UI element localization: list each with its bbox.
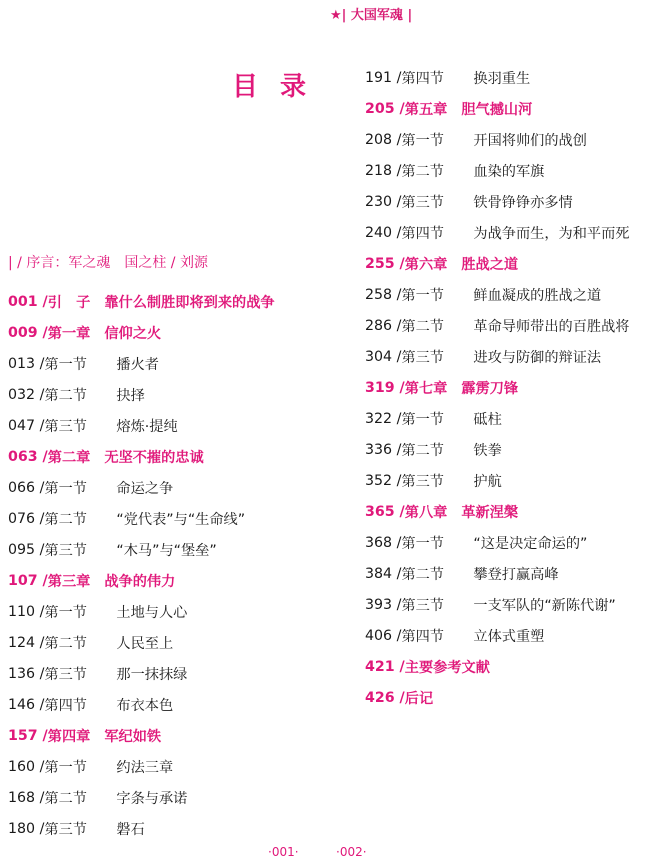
toc-section-entry[interactable] bbox=[8, 534, 275, 565]
toc-section-entry[interactable] bbox=[8, 503, 275, 534]
toc-chapter-entry[interactable] bbox=[8, 565, 275, 596]
toc-section-label: 引 子 bbox=[47, 294, 91, 311]
toc-page-number: 107 / bbox=[8, 572, 48, 589]
toc-page-number: 352 / bbox=[365, 472, 402, 489]
toc-section-entry[interactable] bbox=[8, 813, 275, 844]
toc-section-entry[interactable] bbox=[8, 348, 275, 379]
toc-section-label: 第四节 bbox=[401, 628, 444, 645]
toc-entry-title: 攀登打赢高峰 bbox=[473, 566, 559, 583]
toc-page-number: 255 / bbox=[365, 255, 405, 272]
toc-page-number: 319 / bbox=[365, 379, 405, 396]
toc-section-label: 第二节 bbox=[44, 635, 87, 652]
running-header: ★| 大国军魂 | bbox=[330, 8, 413, 23]
toc-page-number: 421 / bbox=[365, 658, 405, 675]
toc-entry-title: 铁拳 bbox=[473, 442, 502, 459]
toc-section-entry[interactable] bbox=[365, 217, 629, 248]
toc-entry-title: 战争的伟力 bbox=[104, 573, 176, 590]
toc-section-label: 第二章 bbox=[47, 449, 91, 466]
toc-page-number: 110 / bbox=[8, 603, 45, 620]
toc-page-number: 157 / bbox=[8, 727, 48, 744]
toc-page-number: 191 / bbox=[365, 69, 402, 86]
toc-chapter-entry[interactable] bbox=[365, 651, 629, 682]
toc-page-number: 240 / bbox=[365, 224, 402, 241]
toc-page-number: 205 / bbox=[365, 100, 405, 117]
toc-page-number: 168 / bbox=[8, 789, 45, 806]
toc-entry-title: 字条与承诺 bbox=[116, 790, 188, 807]
toc-entry-title: 命运之争 bbox=[116, 480, 174, 497]
toc-page-number: 365 / bbox=[365, 503, 405, 520]
toc-section-entry[interactable] bbox=[365, 279, 629, 310]
toc-entry-title: 为战争而生，为和平而死 bbox=[473, 225, 630, 242]
toc-entry-title: 磐石 bbox=[116, 821, 145, 838]
toc-section-entry[interactable] bbox=[8, 689, 275, 720]
toc-section-entry[interactable] bbox=[365, 620, 629, 651]
toc-page-number: 047 / bbox=[8, 417, 45, 434]
toc-section-label: 第二节 bbox=[44, 790, 87, 807]
toc-section-label: 第三节 bbox=[401, 473, 444, 490]
toc-section-entry[interactable] bbox=[365, 558, 629, 589]
toc-section-entry[interactable] bbox=[365, 434, 629, 465]
toc-section-label: 第三节 bbox=[44, 542, 87, 559]
toc-entry-title: 土地与人心 bbox=[116, 604, 188, 621]
toc-page-number: 160 / bbox=[8, 758, 45, 775]
toc-page-number: 208 / bbox=[365, 131, 402, 148]
toc-page-number: 013 / bbox=[8, 355, 45, 372]
toc-section-label: 第三节 bbox=[44, 821, 87, 838]
toc-section-label: 第二节 bbox=[401, 318, 444, 335]
toc-section-label: 第三节 bbox=[401, 597, 444, 614]
toc-entry-title: 信仰之火 bbox=[104, 325, 162, 342]
toc-page-number: 124 / bbox=[8, 634, 45, 651]
toc-page-number: 009 / bbox=[8, 324, 48, 341]
toc-page-number: 258 / bbox=[365, 286, 402, 303]
toc-entry-title: “党代表”与“生命线” bbox=[116, 511, 246, 528]
toc-entry-title: 血染的军旗 bbox=[473, 163, 545, 180]
toc-section-label: 第一节 bbox=[401, 287, 444, 304]
toc-entry-title: 胜战之道 bbox=[461, 256, 519, 273]
toc-section-label: 第一节 bbox=[44, 604, 87, 621]
toc-entry-title: 开国将帅们的战创 bbox=[473, 132, 587, 149]
toc-entry-title: “木马”与“堡垒” bbox=[116, 542, 217, 559]
toc-entry-title: 霹雳刀锋 bbox=[461, 380, 519, 397]
preface-author: 刘源 bbox=[179, 255, 208, 271]
toc-section-label: 第一章 bbox=[47, 325, 91, 342]
toc-page-number: 336 / bbox=[365, 441, 402, 458]
toc-section-entry[interactable] bbox=[365, 527, 629, 558]
toc-entry-title: 熔炼·提纯 bbox=[116, 418, 178, 435]
toc-page-number: 218 / bbox=[365, 162, 402, 179]
toc-entry-title: 主要参考文献 bbox=[404, 659, 490, 676]
toc-chapter-entry[interactable] bbox=[8, 441, 275, 472]
toc-entry-title: 铁骨铮铮亦多情 bbox=[473, 194, 573, 211]
toc-chapter-entry[interactable] bbox=[8, 317, 275, 348]
toc-section-entry[interactable] bbox=[8, 658, 275, 689]
toc-right-column bbox=[365, 62, 629, 713]
toc-page-number: 180 / bbox=[8, 820, 45, 837]
preface-label: | / 序言：军之魂 国之柱 / bbox=[8, 255, 180, 271]
toc-section-label: 第二节 bbox=[401, 442, 444, 459]
toc-section-entry[interactable] bbox=[365, 589, 629, 620]
toc-page-number: 304 / bbox=[365, 348, 402, 365]
preface-entry[interactable] bbox=[8, 252, 208, 272]
toc-section-entry[interactable] bbox=[8, 379, 275, 410]
toc-section-label: 第四节 bbox=[401, 70, 444, 87]
toc-page-number: 322 / bbox=[365, 410, 402, 427]
folio-left: ·001· bbox=[268, 845, 299, 859]
toc-entry-title: 人民至上 bbox=[116, 635, 174, 652]
toc-page-number: 286 / bbox=[365, 317, 402, 334]
toc-section-label: 第四节 bbox=[401, 225, 444, 242]
toc-section-label: 第三节 bbox=[44, 666, 87, 683]
toc-chapter-entry[interactable] bbox=[365, 93, 629, 124]
toc-section-label: 第二节 bbox=[44, 387, 87, 404]
toc-section-entry[interactable] bbox=[365, 186, 629, 217]
toc-page-number: 393 / bbox=[365, 596, 402, 613]
toc-page-number: 426 / bbox=[365, 689, 405, 706]
toc-entry-title: 靠什么制胜即将到来的战争 bbox=[104, 294, 275, 311]
toc-section-entry[interactable] bbox=[365, 310, 629, 341]
toc-entry-title: 布衣本色 bbox=[116, 697, 174, 714]
toc-entry-title: 一支军队的“新陈代谢” bbox=[473, 597, 616, 614]
toc-section-entry[interactable] bbox=[8, 782, 275, 813]
toc-entry-title: 那一抹抹绿 bbox=[116, 666, 188, 683]
toc-entry-title: 约法三章 bbox=[116, 759, 174, 776]
toc-entry-title: 鲜血凝成的胜战之道 bbox=[473, 287, 602, 304]
toc-page-number: 001 / bbox=[8, 293, 48, 310]
folio-right: ·002· bbox=[336, 845, 367, 859]
toc-page-number: 095 / bbox=[8, 541, 45, 558]
toc-section-entry[interactable] bbox=[365, 155, 629, 186]
toc-section-label: 第二节 bbox=[401, 163, 444, 180]
toc-section-label: 第一节 bbox=[44, 480, 87, 497]
toc-section-label: 第一节 bbox=[401, 132, 444, 149]
toc-page-number: 368 / bbox=[365, 534, 402, 551]
toc-section-label: 第一节 bbox=[44, 356, 87, 373]
toc-section-label: 第一节 bbox=[44, 759, 87, 776]
toc-section-label: 第二节 bbox=[401, 566, 444, 583]
toc-page-number: 146 / bbox=[8, 696, 45, 713]
toc-chapter-entry[interactable] bbox=[365, 248, 629, 279]
toc-section-label: 第七章 bbox=[404, 380, 448, 397]
toc-entry-title: 播火者 bbox=[116, 356, 159, 373]
toc-section-entry[interactable] bbox=[8, 627, 275, 658]
toc-page-number: 032 / bbox=[8, 386, 45, 403]
toc-left-column bbox=[8, 286, 275, 844]
toc-section-label: 第三节 bbox=[44, 418, 87, 435]
toc-section-entry[interactable] bbox=[365, 403, 629, 434]
toc-entry-title: 护航 bbox=[473, 473, 502, 490]
toc-section-label: 第六章 bbox=[404, 256, 448, 273]
toc-section-entry[interactable] bbox=[365, 62, 629, 93]
toc-entry-title: 进攻与防御的辩证法 bbox=[473, 349, 602, 366]
toc-section-label: 第三章 bbox=[47, 573, 91, 590]
toc-section-label: 第三节 bbox=[401, 194, 444, 211]
toc-section-entry[interactable] bbox=[365, 124, 629, 155]
toc-entry-title: 无坚不摧的忠诚 bbox=[104, 449, 204, 466]
toc-page-number: 063 / bbox=[8, 448, 48, 465]
toc-chapter-entry[interactable] bbox=[365, 496, 629, 527]
toc-section-entry[interactable] bbox=[8, 751, 275, 782]
toc-section-label: 第五章 bbox=[404, 101, 448, 118]
toc-entry-title: 抉择 bbox=[116, 387, 145, 404]
toc-section-label: 第四节 bbox=[44, 697, 87, 714]
toc-entry-title: 军纪如铁 bbox=[104, 728, 162, 745]
toc-entry-title: 砥柱 bbox=[473, 411, 502, 428]
toc-section-label: 第四章 bbox=[47, 728, 91, 745]
toc-chapter-entry[interactable] bbox=[365, 682, 629, 713]
toc-page-number: 230 / bbox=[365, 193, 402, 210]
toc-entry-title: 换羽重生 bbox=[473, 70, 531, 87]
toc-chapter-entry[interactable] bbox=[8, 720, 275, 751]
toc-entry-title: 后记 bbox=[404, 690, 434, 707]
toc-section-entry[interactable] bbox=[8, 596, 275, 627]
toc-section-entry[interactable] bbox=[365, 465, 629, 496]
toc-section-entry[interactable] bbox=[8, 472, 275, 503]
toc-entry-title: 革新涅槃 bbox=[461, 504, 519, 521]
toc-page-number: 136 / bbox=[8, 665, 45, 682]
toc-section-label: 第一节 bbox=[401, 535, 444, 552]
toc-section-entry[interactable] bbox=[365, 341, 629, 372]
toc-entry-title: “这是决定命运的” bbox=[473, 535, 588, 552]
page-title: 目录 bbox=[232, 72, 329, 102]
toc-section-entry[interactable] bbox=[8, 410, 275, 441]
toc-chapter-entry[interactable] bbox=[365, 372, 629, 403]
toc-chapter-entry[interactable] bbox=[8, 286, 275, 317]
toc-page-number: 066 / bbox=[8, 479, 45, 496]
toc-page-number: 406 / bbox=[365, 627, 402, 644]
toc-entry-title: 胆气撼山河 bbox=[461, 101, 533, 118]
toc-section-label: 第三节 bbox=[401, 349, 444, 366]
toc-entry-title: 革命导师带出的百胜战将 bbox=[473, 318, 630, 335]
toc-section-label: 第八章 bbox=[404, 504, 448, 521]
toc-entry-title: 立体式重塑 bbox=[473, 628, 545, 645]
toc-page-number: 384 / bbox=[365, 565, 402, 582]
toc-section-label: 第二节 bbox=[44, 511, 87, 528]
toc-section-label: 第一节 bbox=[401, 411, 444, 428]
toc-page-number: 076 / bbox=[8, 510, 45, 527]
